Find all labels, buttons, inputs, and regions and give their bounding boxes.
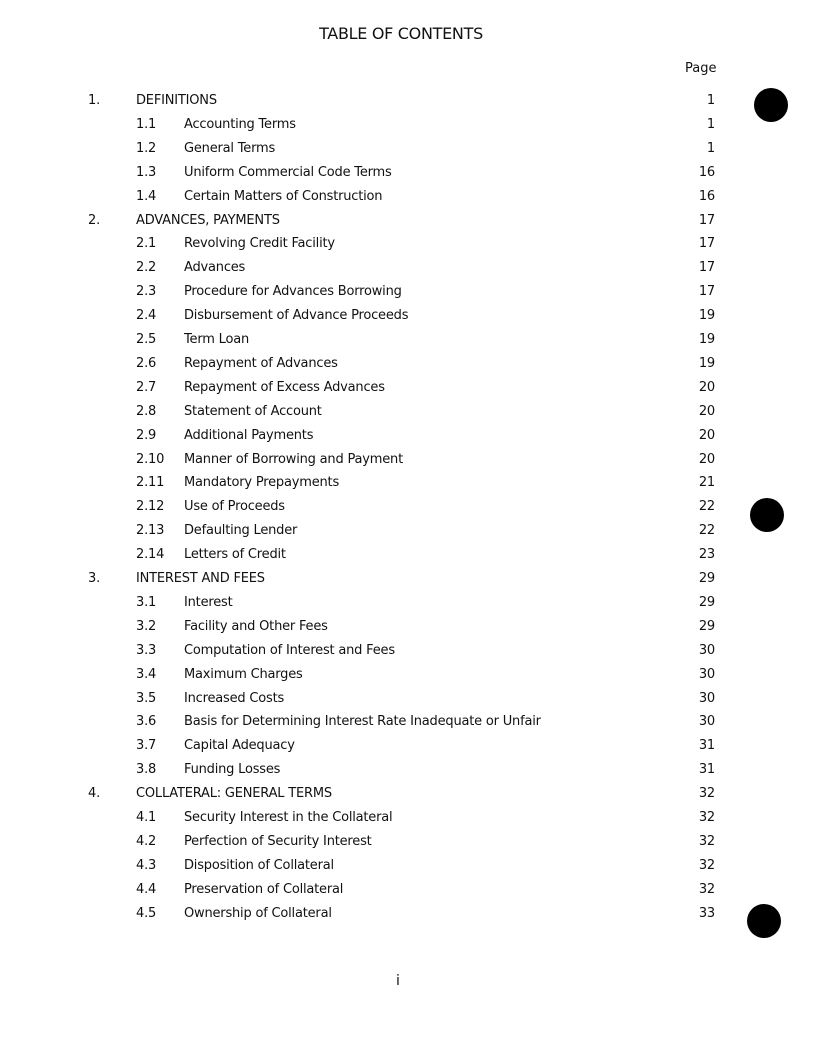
toc-subsection-entry bbox=[0, 165, 816, 185]
toc-subsection-entry bbox=[0, 523, 816, 543]
toc-entry-label: INTEREST AND FEES bbox=[136, 571, 265, 586]
toc-entry-page: 17 bbox=[698, 212, 715, 228]
toc-entry-number: 2.12 bbox=[136, 499, 165, 515]
toc-entry-label: Statement of Account bbox=[184, 403, 322, 419]
toc-entry-label: Funding Losses bbox=[184, 762, 281, 778]
toc-entry-number: 4. bbox=[88, 786, 101, 802]
toc-entry-number: 2. bbox=[88, 212, 101, 228]
toc-section-entry bbox=[0, 93, 816, 113]
toc-entry-number: 2.14 bbox=[136, 547, 165, 563]
toc-entry-label: Additional Payments bbox=[184, 427, 314, 443]
toc-entry-number: 2.6 bbox=[136, 355, 157, 371]
toc-entry-page: 17 bbox=[698, 236, 715, 252]
page-folio: i bbox=[396, 973, 400, 989]
toc-subsection-entry bbox=[0, 595, 816, 615]
toc-entry-label: Use of Proceeds bbox=[184, 499, 285, 515]
toc-entry-page: 33 bbox=[698, 905, 715, 921]
toc-entry-number: 4.4 bbox=[136, 881, 157, 897]
toc-subsection-entry bbox=[0, 117, 816, 137]
toc-subsection-entry bbox=[0, 619, 816, 639]
toc-entry-number: 2.7 bbox=[136, 379, 157, 395]
toc-entry-label: Certain Matters of Construction bbox=[184, 188, 383, 204]
toc-subsection-entry bbox=[0, 643, 816, 663]
toc-subsection-entry bbox=[0, 475, 816, 495]
toc-entry-page: 20 bbox=[698, 403, 715, 419]
toc-entry-label: Revolving Credit Facility bbox=[184, 236, 335, 252]
toc-entry-label: Disposition of Collateral bbox=[184, 857, 334, 873]
toc-entry-page: 1 bbox=[706, 140, 715, 156]
toc-entry-page: 17 bbox=[698, 284, 715, 300]
toc-entry-page: 20 bbox=[698, 427, 715, 443]
toc-entry-page: 32 bbox=[698, 881, 715, 897]
toc-subsection-entry bbox=[0, 882, 816, 902]
toc-entry-number: 2.9 bbox=[136, 427, 157, 443]
toc-subsection-entry bbox=[0, 308, 816, 328]
toc-entry-label: Defaulting Lender bbox=[184, 523, 298, 539]
toc-entry-page: 32 bbox=[698, 786, 715, 802]
toc-entry-label: ADVANCES, PAYMENTS bbox=[136, 212, 280, 228]
page-column-header: Page bbox=[685, 61, 717, 76]
toc-section-entry bbox=[0, 786, 816, 806]
toc-subsection-entry bbox=[0, 284, 816, 304]
toc-entry-number: 2.10 bbox=[136, 451, 165, 467]
toc-entry-page: 22 bbox=[698, 499, 715, 515]
punch-hole-mark bbox=[747, 904, 781, 938]
toc-entry-number: 1.1 bbox=[136, 116, 157, 132]
toc-entry-page: 30 bbox=[698, 714, 715, 730]
toc-subsection-entry bbox=[0, 189, 816, 209]
toc-subsection-entry bbox=[0, 141, 816, 161]
toc-entry-number: 3.8 bbox=[136, 762, 157, 778]
toc-entry-page: 22 bbox=[698, 523, 715, 539]
toc-entry-page: 16 bbox=[698, 164, 715, 180]
toc-subsection-entry bbox=[0, 332, 816, 352]
toc-entry-page: 19 bbox=[698, 332, 715, 347]
toc-subsection-entry bbox=[0, 714, 816, 734]
toc-entry-label: Accounting Terms bbox=[184, 116, 296, 132]
toc-entry-page: 1 bbox=[706, 116, 715, 132]
toc-entry-page: 19 bbox=[698, 355, 715, 371]
toc-entry-page: 19 bbox=[698, 308, 715, 324]
toc-entry-number: 3.2 bbox=[136, 618, 157, 634]
toc-entry-label: General Terms bbox=[184, 140, 276, 156]
toc-entry-number: 2.5 bbox=[136, 332, 157, 347]
toc-entry-label: Mandatory Prepayments bbox=[184, 475, 340, 491]
toc-entry-number: 1.4 bbox=[136, 188, 157, 204]
toc-entry-number: 4.3 bbox=[136, 857, 157, 873]
toc-subsection-entry bbox=[0, 356, 816, 376]
toc-entry-page: 20 bbox=[698, 451, 715, 467]
toc-entry-page: 17 bbox=[698, 260, 715, 276]
toc-entry-label: Increased Costs bbox=[184, 690, 285, 706]
toc-entry-number: 1.3 bbox=[136, 164, 157, 180]
toc-entry-page: 1 bbox=[706, 93, 715, 108]
toc-entry-number: 2.4 bbox=[136, 308, 157, 324]
toc-entry-page: 32 bbox=[698, 810, 715, 825]
toc-entry-label: Repayment of Excess Advances bbox=[184, 379, 385, 395]
toc-entry-label: Manner of Borrowing and Payment bbox=[184, 451, 403, 467]
toc-entry-label: Basis for Determining Interest Rate Inadequate or Unfair bbox=[184, 714, 541, 730]
toc-subsection-entry bbox=[0, 260, 816, 280]
toc-section-entry bbox=[0, 213, 816, 233]
toc-entry-label: Disbursement of Advance Proceeds bbox=[184, 308, 409, 324]
toc-entry-page: 23 bbox=[698, 547, 715, 563]
toc-subsection-entry bbox=[0, 858, 816, 878]
toc-entry-number: 3. bbox=[88, 571, 101, 586]
toc-entry-number: 3.7 bbox=[136, 738, 157, 754]
toc-entry-page: 16 bbox=[698, 188, 715, 204]
toc-entry-page: 30 bbox=[698, 690, 715, 706]
toc-entry-number: 3.3 bbox=[136, 642, 157, 658]
toc-subsection-entry bbox=[0, 667, 816, 687]
toc-entry-page: 30 bbox=[698, 642, 715, 658]
toc-entry-number: 2.3 bbox=[136, 284, 157, 300]
toc-subsection-entry bbox=[0, 762, 816, 782]
toc-entry-number: 1. bbox=[88, 93, 101, 108]
toc-entry-number: 4.5 bbox=[136, 905, 157, 921]
toc-entry-number: 2.2 bbox=[136, 260, 157, 276]
toc-subsection-entry bbox=[0, 834, 816, 854]
toc-subsection-entry bbox=[0, 738, 816, 758]
toc-entry-number: 3.1 bbox=[136, 594, 157, 610]
toc-subsection-entry bbox=[0, 452, 816, 472]
toc-entry-label: Ownership of Collateral bbox=[184, 905, 332, 921]
toc-subsection-entry bbox=[0, 236, 816, 256]
toc-entry-label: Computation of Interest and Fees bbox=[184, 642, 395, 658]
toc-section-entry bbox=[0, 571, 816, 591]
toc-entry-page: 21 bbox=[698, 475, 715, 491]
toc-subsection-entry bbox=[0, 906, 816, 926]
toc-entry-number: 4.1 bbox=[136, 810, 157, 825]
toc-subsection-entry bbox=[0, 547, 816, 567]
toc-entry-number: 2.8 bbox=[136, 403, 157, 419]
toc-entry-number: 2.13 bbox=[136, 523, 165, 539]
toc-subsection-entry bbox=[0, 810, 816, 830]
toc-entry-label: Facility and Other Fees bbox=[184, 618, 328, 634]
toc-entry-number: 1.2 bbox=[136, 140, 157, 156]
toc-entry-page: 20 bbox=[698, 379, 715, 395]
toc-entry-page: 29 bbox=[698, 571, 715, 586]
toc-entry-label: Perfection of Security Interest bbox=[184, 833, 372, 849]
page-title: TABLE OF CONTENTS bbox=[319, 24, 483, 43]
toc-entry-label: DEFINITIONS bbox=[136, 93, 217, 108]
toc-subsection-entry bbox=[0, 380, 816, 400]
toc-entry-number: 2.11 bbox=[136, 475, 165, 491]
toc-entry-label: Uniform Commercial Code Terms bbox=[184, 164, 392, 180]
toc-entry-label: Term Loan bbox=[184, 332, 250, 347]
toc-entry-label: Security Interest in the Collateral bbox=[184, 810, 393, 825]
toc-subsection-entry bbox=[0, 691, 816, 711]
toc-entry-page: 31 bbox=[698, 762, 715, 778]
toc-entry-page: 30 bbox=[698, 666, 715, 682]
toc-subsection-entry bbox=[0, 404, 816, 424]
toc-entry-number: 3.6 bbox=[136, 714, 157, 730]
toc-entry-number: 2.1 bbox=[136, 236, 157, 252]
toc-subsection-entry bbox=[0, 428, 816, 448]
toc-entry-label: Procedure for Advances Borrowing bbox=[184, 284, 402, 300]
toc-entry-label: Repayment of Advances bbox=[184, 355, 338, 371]
toc-entry-page: 29 bbox=[698, 618, 715, 634]
toc-entry-label: Advances bbox=[184, 260, 246, 276]
toc-entry-number: 4.2 bbox=[136, 833, 157, 849]
punch-hole-mark bbox=[754, 88, 788, 122]
toc-entry-page: 29 bbox=[698, 594, 715, 610]
punch-hole-mark bbox=[750, 498, 784, 532]
toc-entry-number: 3.4 bbox=[136, 666, 157, 682]
toc-entry-page: 31 bbox=[698, 738, 715, 754]
toc-entry-number: 3.5 bbox=[136, 690, 157, 706]
toc-entry-label: Interest bbox=[184, 594, 233, 610]
toc-entry-label: Letters of Credit bbox=[184, 547, 286, 563]
toc-entry-label: COLLATERAL: GENERAL TERMS bbox=[136, 786, 332, 802]
toc-entry-page: 32 bbox=[698, 857, 715, 873]
toc-entry-page: 32 bbox=[698, 833, 715, 849]
toc-entry-label: Capital Adequacy bbox=[184, 738, 295, 754]
toc-subsection-entry bbox=[0, 499, 816, 519]
toc-entry-label: Maximum Charges bbox=[184, 666, 303, 682]
toc-entry-label: Preservation of Collateral bbox=[184, 881, 344, 897]
